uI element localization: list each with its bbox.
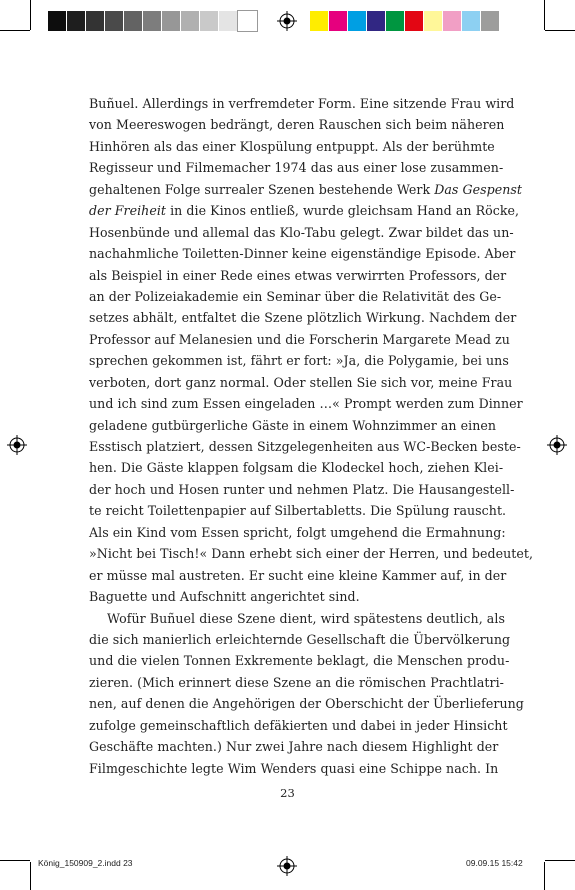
text-line — [89, 307, 517, 328]
text-line — [89, 629, 511, 650]
text-run: Professor auf Melanesien und die Forscherin Margarete Mead zu — [89, 331, 510, 347]
slug-file-info: König_150909_2.indd 23 — [38, 858, 133, 868]
text-run: in die Kinos entließ, wurde gleichsam Hand an Röcke, — [166, 203, 520, 219]
color-swatch — [329, 11, 348, 31]
crop-mark-bottom-left-v — [30, 862, 31, 890]
crop-mark-bottom-right-h — [545, 860, 575, 861]
process-color-bar — [310, 11, 500, 31]
gray-swatch — [200, 11, 219, 31]
text-run: geladene gutbürgerliche Gäste in einem Wohnzimmer an einen — [89, 417, 497, 433]
text-run: »Nicht bei Tisch!« Dann erhebt sich einer der Herren, und bedeutet, — [89, 546, 534, 562]
text-line — [89, 372, 513, 393]
registration-mark-top-icon — [277, 11, 297, 31]
text-line — [89, 672, 504, 693]
text-run: die sich manierlich erleichternde Gesellschaft die Übervölkerung — [89, 631, 511, 647]
crop-mark-top-left-h — [0, 30, 30, 31]
text-line — [89, 415, 497, 436]
text-line — [89, 758, 499, 779]
registration-mark-bottom-icon — [277, 856, 297, 876]
text-line — [89, 715, 508, 736]
text-line — [89, 693, 524, 714]
crop-mark-top-left-v — [30, 0, 31, 30]
text-line — [89, 179, 523, 200]
text-run: Regisseur und Filmemacher 1974 das aus einer lose zusammen- — [89, 160, 504, 176]
body-text — [89, 93, 534, 779]
gray-swatch — [219, 11, 238, 31]
text-run: verboten, dort ganz normal. Oder stellen Sie sich vor, meine Frau — [89, 374, 513, 390]
color-swatch — [424, 11, 443, 31]
text-line — [89, 157, 504, 178]
text-run: sprechen gekommen ist, fährt er fort: »Ja, die Polygamie, bei uns — [89, 353, 509, 369]
gray-swatch — [86, 11, 105, 31]
text-run: Filmgeschichte legte Wim Wenders quasi eine Schippe nach. In — [89, 760, 499, 776]
text-run: te reicht Toilettenpapier auf Silbertabletts. Die Spülung rauscht. — [89, 503, 507, 519]
registration-mark-right-icon — [547, 435, 567, 455]
gray-swatch — [162, 11, 181, 31]
text-line — [89, 457, 504, 478]
text-line — [89, 114, 505, 135]
text-run: hen. Die Gäste klappen folgsam die Klodeckel hoch, ziehen Klei- — [89, 460, 504, 476]
crop-mark-bottom-left-h — [0, 860, 30, 861]
text-line — [89, 393, 523, 414]
color-swatch — [310, 11, 329, 31]
text-run: zieren. (Mich erinnert diese Szene an die römischen Prachtlatri- — [89, 674, 504, 690]
text-line — [89, 329, 510, 350]
text-line — [89, 586, 484, 607]
color-swatch — [462, 11, 481, 31]
text-line — [89, 436, 521, 457]
text-run: und ich sind zum Essen eingeladen …« Prompt werden zum Dinner — [89, 396, 523, 412]
text-run: zufolge gemeinschaftlich defäkierten und dabei in jeder Hinsicht — [89, 717, 508, 733]
text-run: Als ein Kind vom Essen spricht, folgt umgehend die Ermahnung: — [89, 524, 506, 540]
text-line — [89, 608, 505, 629]
color-swatch — [443, 11, 462, 31]
text-run: Geschäfte machten.) Nur zwei Jahre nach diesem Highlight der — [89, 739, 499, 755]
text-run: als Beispiel in einer Rede eines etwas verwirrten Professors, der — [89, 267, 507, 283]
text-run: Hinhören als das einer Klospülung entpuppt. Als der berühmte — [89, 138, 495, 154]
text-run: von Meereswogen bedrängt, deren Rauschen sich beim näheren — [89, 117, 505, 133]
color-swatch — [405, 11, 424, 31]
text-line — [89, 265, 507, 286]
slug-date-time: 09.09.15 15:42 — [466, 858, 523, 868]
text-run: nen, auf denen die Angehörigen der Oberschicht der Überlieferung — [89, 696, 524, 712]
text-run: Baguette und Aufschnitt angerichtet sind. — [89, 589, 360, 605]
crop-mark-top-right-h — [545, 30, 575, 31]
color-swatch — [348, 11, 367, 31]
text-line — [89, 350, 509, 371]
gray-swatch — [48, 11, 67, 31]
crop-mark-bottom-right-v — [544, 862, 545, 890]
gray-swatch — [143, 11, 162, 31]
text-line — [89, 565, 507, 586]
gray-color-bar — [48, 11, 257, 31]
text-run: und die vielen Tonnen Exkremente beklagt, die Menschen produ- — [89, 653, 510, 669]
page-number: 23 — [280, 786, 295, 800]
text-line — [89, 200, 520, 221]
text-line — [89, 650, 510, 671]
text-line — [89, 522, 506, 543]
italic-title: der Freiheit — [89, 203, 167, 219]
text-line — [89, 222, 514, 243]
gray-swatch — [105, 11, 124, 31]
text-run: er müsse mal austreten. Er sucht eine kleine Kammer auf, in der — [89, 567, 507, 583]
text-run: der hoch und Hosen runter und nehmen Platz. Die Hausangestell- — [89, 481, 515, 497]
color-swatch — [386, 11, 405, 31]
text-line — [89, 136, 495, 157]
color-swatch — [481, 11, 500, 31]
gray-swatch — [124, 11, 143, 31]
text-run: Buñuel. Allerdings in verfremdeter Form. Eine sitzende Frau wird — [89, 96, 515, 111]
text-line — [89, 543, 534, 564]
text-line — [89, 286, 502, 307]
text-line — [89, 93, 515, 114]
color-swatch — [367, 11, 386, 31]
gray-swatch — [238, 11, 257, 31]
registration-mark-left-icon — [7, 435, 27, 455]
text-run: an der Polizeiakademie ein Seminar über die Relativität des Ge- — [89, 288, 502, 304]
text-line — [89, 500, 507, 521]
text-run: gehaltenen Folge surrealer Szenen bestehende Werk — [89, 181, 435, 197]
text-line — [89, 243, 516, 264]
crop-mark-top-right-v — [544, 0, 545, 30]
text-line — [89, 736, 499, 757]
text-line — [89, 479, 515, 500]
text-run: setzes abhält, entfaltet die Szene plötzlich Wirkung. Nachdem der — [89, 310, 517, 326]
gray-swatch — [181, 11, 200, 31]
text-run: Hosenbünde und allemal das Klo-Tabu gelegt. Zwar bildet das un- — [89, 224, 514, 240]
text-run: Wofür Buñuel diese Szene dient, wird spätestens deutlich, als — [107, 610, 505, 626]
gray-swatch — [67, 11, 86, 31]
italic-title: Das Gespenst — [434, 181, 523, 197]
text-run: Esstisch platziert, dessen Sitzgelegenheiten aus WC-Becken beste- — [89, 439, 521, 454]
text-run: nachahmliche Toiletten-Dinner keine eigenständige Episode. Aber — [89, 246, 516, 262]
